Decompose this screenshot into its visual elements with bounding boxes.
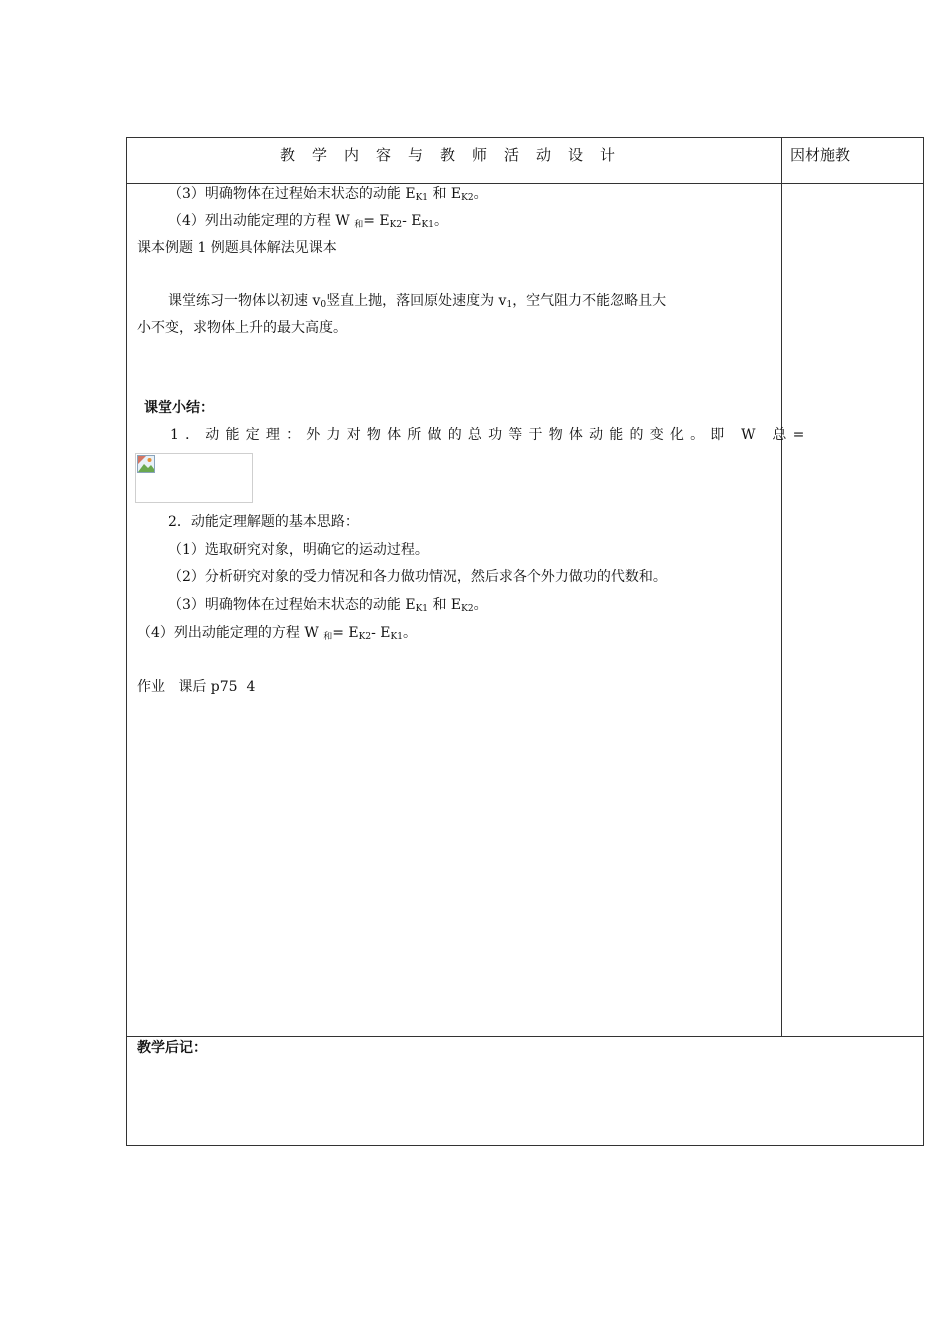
postscript-divider xyxy=(126,1036,924,1037)
side-column-title: 因材施教 xyxy=(790,146,851,164)
summary-step-3: （3）明确物体在过程始末状态的动能 $E_{K1}$ 和 $E_{K2}$。 xyxy=(168,597,488,614)
summary-heading: 课堂小结： xyxy=(144,400,214,416)
summary-step-2: （2）分析研究对象的受力情况和各力做功情况，然后求各个外力做功的代数和。 xyxy=(168,569,667,585)
postscript-heading: 教学后记： xyxy=(137,1040,207,1056)
summary-step-4: （4）列出动能定理的方程 W $_和= E_{K2}-$ $E_{K1}$。 xyxy=(137,625,417,642)
broken-image-icon xyxy=(137,455,155,473)
formula-image-placeholder xyxy=(135,453,253,503)
main-column-title: 教学内容与教师活动设计 xyxy=(280,146,633,164)
summary-item-1: 1．动能定理：外力对物体所做的总功等于物体动能的变化。即 W 总= xyxy=(170,427,811,443)
exercise-line-1: 课堂练习一物体以初速 $v_0$竖直上抛，落回原处速度为 $v_1$，空气阻力不能忽略且大 xyxy=(168,293,667,310)
homework-line: 作业 课后 p75 4 xyxy=(137,679,256,695)
summary-step-1: （1）选取研究对象，明确它的运动过程。 xyxy=(168,542,429,558)
exercise-line-2: 小不变，求物体上升的最大高度。 xyxy=(137,320,347,336)
column-divider xyxy=(781,137,782,1037)
content-line-1: （3）明确物体在过程始末状态的动能 $E_{K1}$ 和 $E_{K2}$。 xyxy=(168,186,488,203)
summary-item-2: 2．动能定理解题的基本思路： xyxy=(168,514,359,530)
content-line-2: （4）列出动能定理的方程 W $_和= E_{K2}-$ $E_{K1}$。 xyxy=(168,213,448,230)
example-line: 课本例题 1 例题具体解法见课本 xyxy=(137,240,337,256)
